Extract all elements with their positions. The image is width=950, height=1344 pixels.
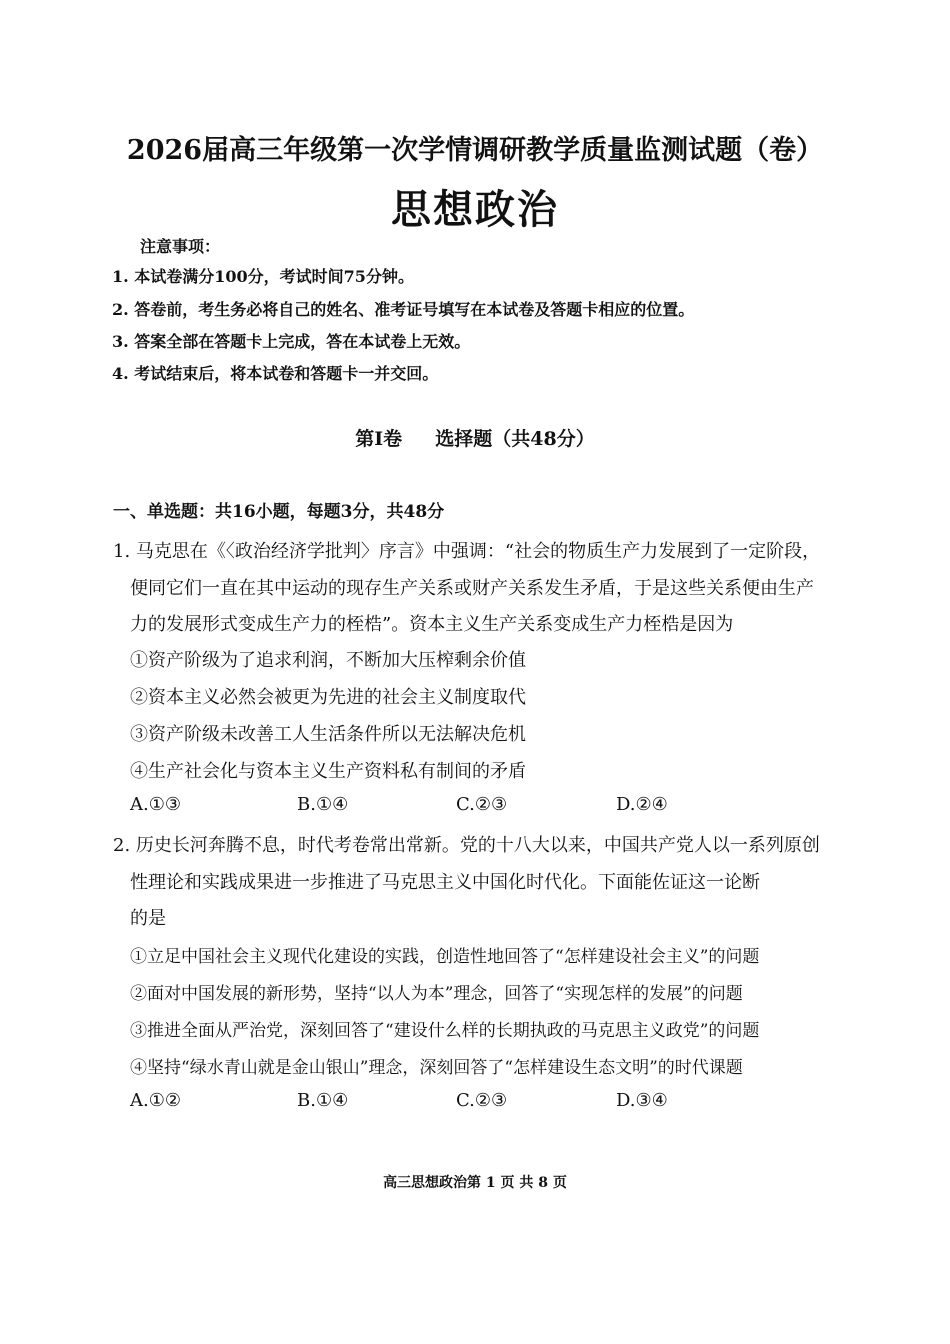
- question-1-option-d[interactable]: D.②④: [616, 794, 668, 815]
- subject-title: 思想政治: [391, 186, 559, 233]
- question-2-statement: ②面对中国发展的新形势，坚持“以人为本”理念，回答了“实现怎样的发展”的问题: [130, 984, 743, 1004]
- question-2-statement: ③推进全面从严治党，深刻回答了“建设什么样的长期执政的马克思主义政党”的问题: [130, 1021, 760, 1041]
- part-heading: 一、单选题：共16小题，每题3分，共48分: [113, 502, 445, 522]
- question-2-line: 性理论和实践成果进一步推进了马克思主义中国化时代化。下面能佐证这一论断: [130, 872, 760, 893]
- question-1-line: 便同它们一直在其中运动的现存生产关系或财产关系发生矛盾，于是这些关系便由生产: [130, 578, 814, 599]
- question-2-statement: ④坚持“绿水青山就是金山银山”理念，深刻回答了“怎样建设生态文明”的时代课题: [130, 1058, 743, 1078]
- notice-item: 1. 本试卷满分100分，考试时间75分钟。: [112, 267, 414, 286]
- section-label: 第Ⅰ卷: [355, 428, 403, 450]
- question-2-line: 2. 历史长河奔腾不息，时代考卷常出常新。党的十八大以来，中国共产党人以一系列原创: [113, 835, 820, 856]
- notice-item: 4. 考试结束后，将本试卷和答题卡一并交回。: [112, 364, 439, 383]
- question-2-line: 的是: [130, 908, 166, 929]
- section-name: 选择题（共48分）: [435, 428, 595, 450]
- exam-title: 2026届高三年级第一次学情调研教学质量监测试题（卷）: [126, 135, 824, 166]
- question-2-option-c[interactable]: C.②③: [456, 1090, 508, 1111]
- question-1-option-a[interactable]: A.①③: [130, 794, 181, 815]
- notice-item: 3. 答案全部在答题卡上完成，答在本试卷上无效。: [112, 332, 471, 351]
- page-footer: 高三思想政治第 1 页 共 8 页: [383, 1175, 567, 1191]
- question-2-option-a[interactable]: A.①②: [130, 1090, 181, 1111]
- question-1-statement: ②资本主义必然会被更为先进的社会主义制度取代: [130, 687, 526, 708]
- question-1-option-b[interactable]: B.①④: [297, 794, 349, 815]
- question-2-option-d[interactable]: D.③④: [616, 1090, 668, 1111]
- question-1-line: 力的发展形式变成生产力的桎梏”。资本主义生产关系变成生产力桎梏是因为: [130, 614, 734, 635]
- notice-item: 2. 答卷前，考生务必将自己的姓名、准考证号填写在本试卷及答题卡相应的位置。: [112, 300, 695, 319]
- question-1-option-c[interactable]: C.②③: [456, 794, 508, 815]
- question-1-line: 1. 马克思在《〈政治经济学批判〉序言》中强调：“社会的物质生产力发展到了一定阶段，: [113, 541, 821, 562]
- question-1-statement: ①资产阶级为了追求利润，不断加大压榨剩余价值: [130, 650, 526, 671]
- notice-heading: 注意事项：: [140, 237, 221, 256]
- section-heading: [0, 424, 950, 451]
- question-1-statement: ④生产社会化与资本主义生产资料私有制间的矛盾: [130, 761, 526, 782]
- question-2-option-b[interactable]: B.①④: [297, 1090, 349, 1111]
- question-1-statement: ③资产阶级未改善工人生活条件所以无法解决危机: [130, 724, 526, 745]
- question-2-statement: ①立足中国社会主义现代化建设的实践，创造性地回答了“怎样建设社会主义”的问题: [130, 947, 760, 967]
